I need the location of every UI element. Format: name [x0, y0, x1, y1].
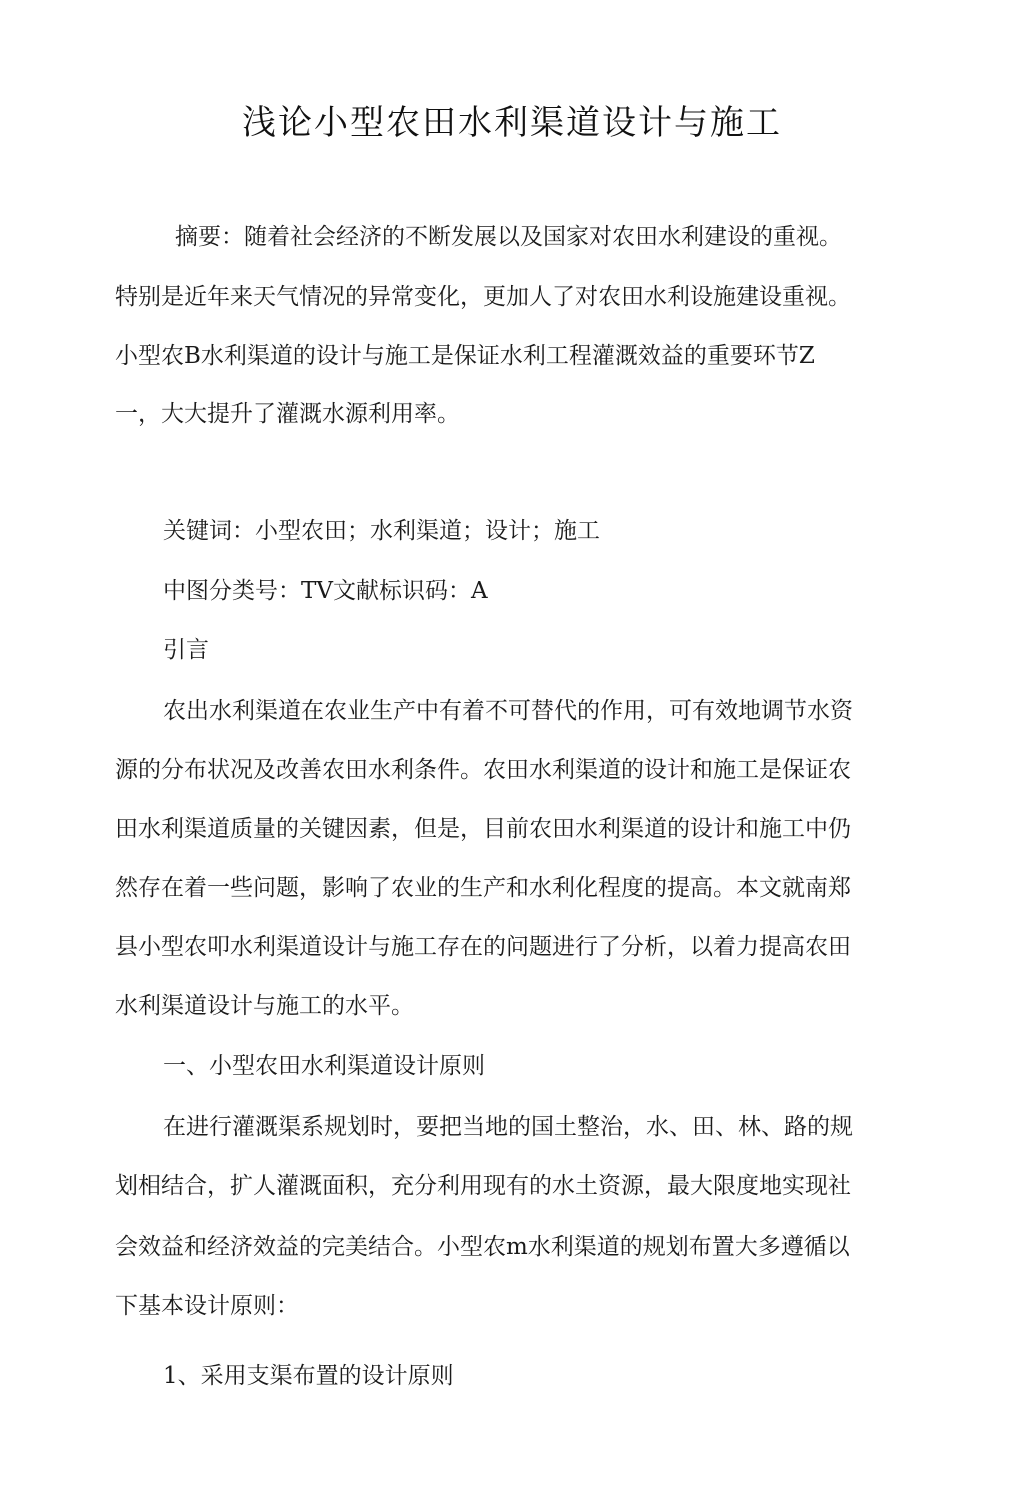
- section1-paragraph-line: 会效益和经济效益的完美结合。小型农m水利渠道的规划布置大多遵循以: [115, 1234, 850, 1260]
- document-title: 浅论小型农田水利渠道设计与施工: [242, 103, 782, 143]
- abstract-line: 摘要：随着社会经济的不断发展以及国家对农田水利建设的重视。: [175, 224, 842, 250]
- subsection1-heading: 1、采用支渠布置的设计原则: [163, 1363, 454, 1389]
- section1-paragraph-line: 划相结合，扩人灌溉面积，充分利用现有的水土资源，最大限度地实现社: [115, 1173, 851, 1199]
- abstract-line: 特别是近年来天气情况的异常变化，更加人了对农田水利设施建设重视。: [115, 284, 851, 310]
- abstract-line: 小型农B水利渠道的设计与施工是保证水利工程灌溉效益的重要环节Z: [115, 343, 815, 369]
- intro-paragraph-line: 田水利渠道质量的关键因素，但是，目前农田水利渠道的设计和施工中仍: [115, 816, 851, 842]
- section1-paragraph-line: 下基本设计原则：: [115, 1293, 299, 1319]
- intro-paragraph-line: 农出水利渠道在农业生产中有着不可替代的作用，可有效地调节水资: [163, 698, 853, 724]
- intro-paragraph-line: 然存在着一些问题，影响了农业的生产和水利化程度的提高。本文就南郑: [115, 875, 851, 901]
- intro-paragraph-line: 源的分布状况及改善农田水利条件。农田水利渠道的设计和施工是保证农: [115, 757, 851, 783]
- section1-heading: 一、小型农田水利渠道设计原则: [163, 1053, 485, 1079]
- keywords-line: 关键词：小型农田；水利渠道；设计；施工: [163, 518, 600, 544]
- intro-heading: 引言: [163, 637, 209, 663]
- intro-paragraph-line: 水利渠道设计与施工的水平。: [115, 993, 414, 1019]
- classification-line: 中图分类号：TV文献标识码：A: [163, 578, 488, 604]
- section1-paragraph-line: 在进行灌溉渠系规划时，要把当地的国土整治，水、田、林、路的规: [163, 1114, 853, 1140]
- abstract-line: 一，大大提升了灌溉水源利用率。: [115, 401, 460, 427]
- intro-paragraph-line: 县小型农叩水利渠道设计与施工存在的问题进行了分析，以着力提高农田: [115, 934, 851, 960]
